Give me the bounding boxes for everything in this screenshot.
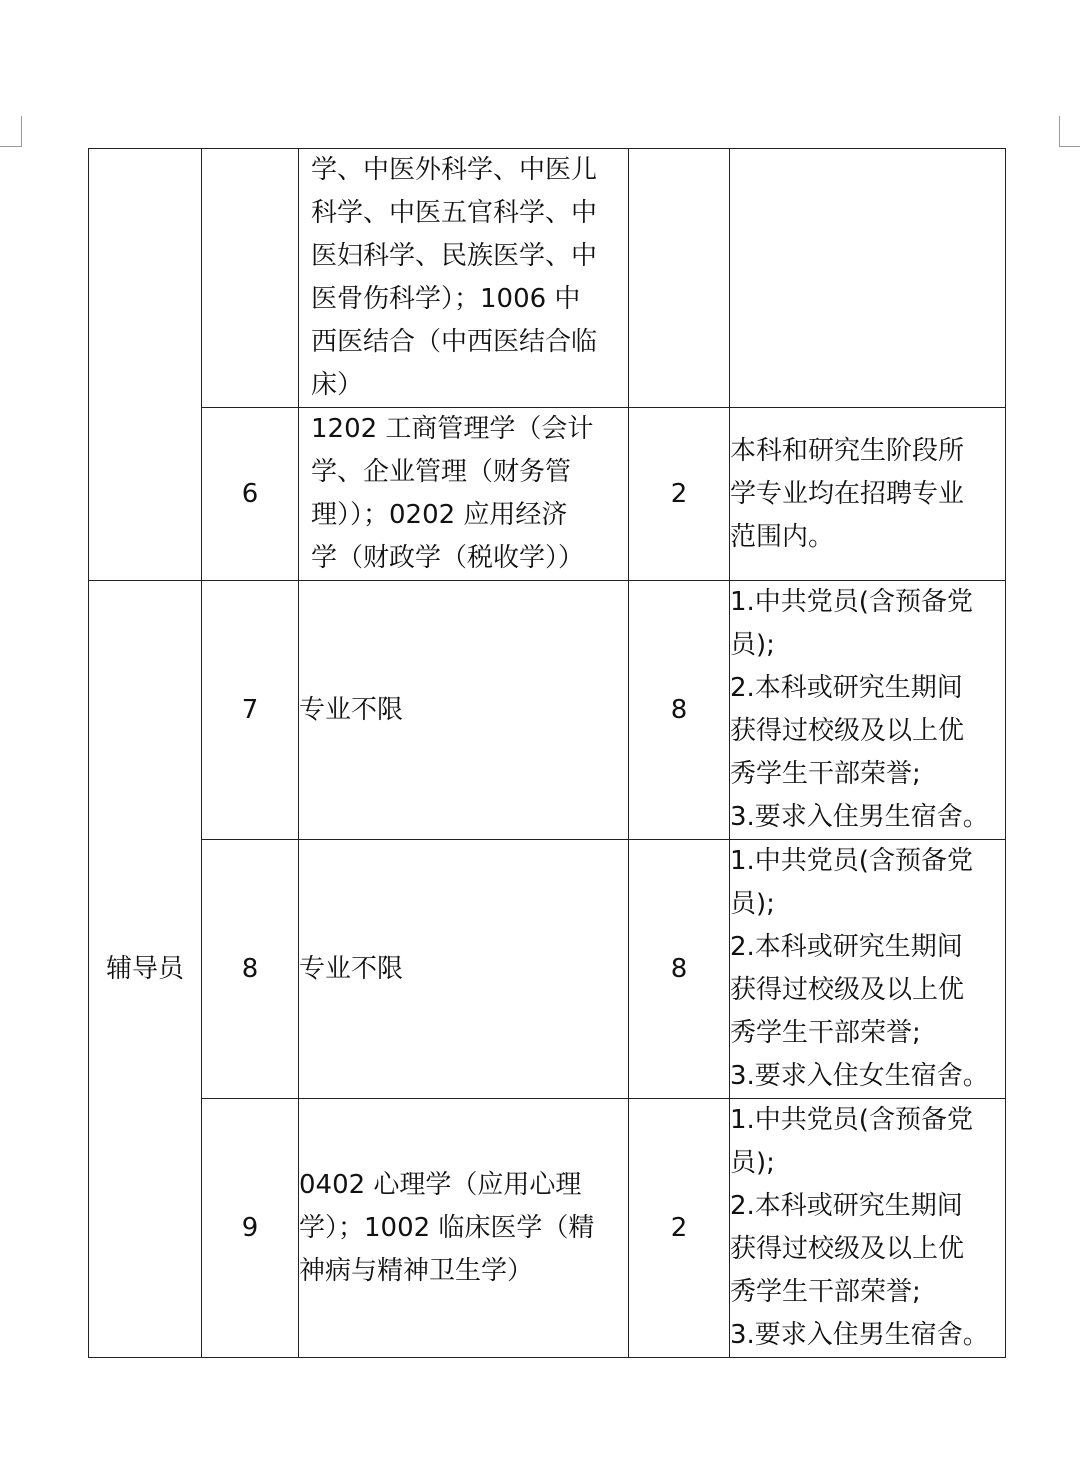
requirement-line: 获得过校级及以上优	[730, 1234, 965, 1264]
requirement-cell	[730, 581, 1006, 840]
major-line: 学、企业管理（财务管	[311, 457, 572, 487]
requirement-line: 获得过校级及以上优	[730, 975, 965, 1005]
requirement-line: 秀学生干部荣誉;	[730, 1277, 921, 1307]
requirement-line: 获得过校级及以上优	[730, 716, 965, 746]
requirement-line: 范围内。	[730, 521, 835, 552]
recruitment-table	[88, 148, 1006, 1358]
requirement-cell	[730, 408, 1006, 581]
major-line: 专业不限	[299, 953, 404, 984]
number-cell: 6	[202, 408, 299, 581]
major-line: 医骨伤科学）；1006 中	[311, 284, 581, 314]
major-line: 科学、中医五官科学、中	[311, 198, 598, 228]
count-cell: 2	[629, 1099, 730, 1358]
requirement-line: 2.本科或研究生期间	[730, 673, 963, 703]
requirement-line: 秀学生干部荣誉;	[730, 759, 921, 789]
crop-mark-left-vertical	[21, 116, 22, 146]
requirement-line: 员);	[730, 889, 775, 919]
requirement-cell	[730, 149, 1006, 408]
requirement-line: 3.要求入住男生宿舍。	[730, 1320, 989, 1350]
count-cell: 2	[629, 408, 730, 581]
major-cell	[299, 1099, 629, 1358]
table-row	[89, 581, 1006, 840]
major-line: 床）	[311, 370, 364, 400]
major-line: 学）；1002 临床医学（精	[299, 1212, 595, 1243]
requirement-line: 1.中共党员(含预备党	[730, 846, 973, 876]
number-cell: 7	[202, 581, 299, 840]
number-cell	[202, 149, 299, 408]
count-cell	[629, 149, 730, 408]
major-line: 神病与精神卫生学）	[299, 1255, 534, 1286]
requirement-line: 2.本科或研究生期间	[730, 1191, 963, 1221]
requirement-line: 本科和研究生阶段所	[730, 435, 965, 466]
major-line: 专业不限	[299, 694, 404, 725]
post-cell: 辅导员	[89, 581, 202, 1358]
major-cell	[299, 149, 629, 408]
major-cell	[299, 581, 629, 840]
requirement-line: 员);	[730, 1148, 775, 1178]
requirement-line: 1.中共党员(含预备党	[730, 1105, 973, 1135]
crop-mark-right-horizontal	[1059, 146, 1080, 147]
major-line: 0402 心理学（应用心理	[299, 1169, 582, 1200]
requirement-cell	[730, 840, 1006, 1099]
major-line: 学（财政学（税收学））	[311, 543, 585, 573]
requirement-line: 2.本科或研究生期间	[730, 932, 963, 962]
number-cell: 9	[202, 1099, 299, 1358]
table-row	[89, 149, 1006, 408]
count-cell: 8	[629, 581, 730, 840]
requirement-line: 3.要求入住女生宿舍。	[730, 1061, 989, 1091]
crop-mark-left-horizontal	[0, 146, 22, 147]
requirement-line: 3.要求入住男生宿舍。	[730, 802, 989, 832]
major-line: 西医结合（中西医结合临	[311, 327, 598, 357]
major-cell	[299, 408, 629, 581]
count-cell: 8	[629, 840, 730, 1099]
number-cell: 8	[202, 840, 299, 1099]
requirement-line: 员);	[730, 630, 775, 660]
requirement-line: 1.中共党员(含预备党	[730, 587, 973, 617]
crop-mark-right-vertical	[1059, 116, 1060, 146]
requirement-cell	[730, 1099, 1006, 1358]
table-row	[89, 408, 1006, 581]
table-row	[89, 840, 1006, 1099]
major-line: 学、中医外科学、中医儿	[311, 155, 598, 185]
post-cell	[89, 149, 202, 581]
requirement-line: 学专业均在招聘专业	[730, 478, 965, 509]
major-cell	[299, 840, 629, 1099]
major-line: 医妇科学、民族医学、中	[311, 241, 598, 271]
major-line: 理））；0202 应用经济	[311, 500, 568, 530]
table-row	[89, 1099, 1006, 1358]
requirement-line: 秀学生干部荣誉;	[730, 1018, 921, 1048]
major-line: 1202 工商管理学（会计	[311, 414, 594, 444]
